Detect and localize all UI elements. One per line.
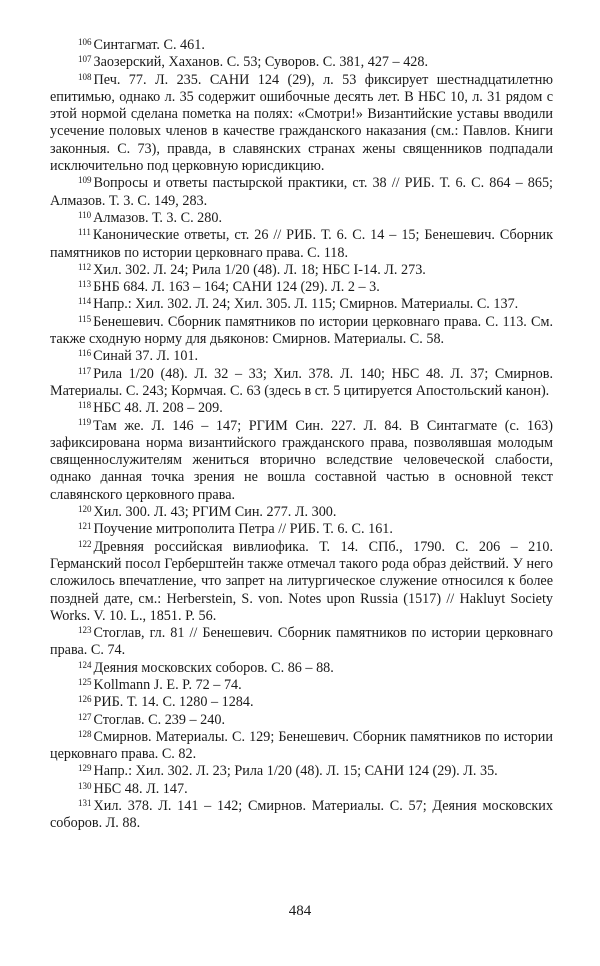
endnote-number: 126	[78, 694, 92, 705]
endnote-text: Хил. 300. Л. 43; РГИМ Син. 277. Л. 300.	[93, 504, 337, 521]
endnote-number: 119	[78, 417, 92, 428]
endnote-number: 116	[78, 348, 92, 359]
endnote-text: Бенешевич. Сборник памятников по истории церковнаго права. С. 113. См. также сходную норму для дьяконов: Смирнов. Материалы. С. 58.	[50, 313, 553, 348]
endnote	[50, 54, 553, 71]
endnote-text: Деяния московских соборов. С. 86 – 88.	[93, 659, 334, 676]
endnote-text: Хил. 378. Л. 141 – 142; Смирнов. Материалы. С. 57; Деяния московских соборов. Л. 88.	[50, 798, 553, 832]
endnote	[50, 625, 553, 660]
endnote-number: 117	[78, 365, 92, 376]
endnote-text: Синай 37. Л. 101.	[93, 348, 199, 365]
endnote-text: НБС 48. Л. 208 – 209.	[93, 400, 223, 417]
endnote-text: НБС 48. Л. 147.	[93, 780, 188, 797]
endnote-text: Рила 1/20 (48). Л. 32 – 33; Хил. 378. Л. 140; НБС 48. Л. 37; Смирнов. Материалы. С. 243; Кормчая. С. 63 (здесь в ст. 5 цитируется Апостольский канон).	[50, 365, 553, 399]
endnote	[50, 348, 553, 365]
endnote	[50, 677, 553, 694]
endnote-number: 125	[78, 676, 92, 687]
endnote	[50, 712, 553, 729]
endnote	[50, 296, 553, 313]
endnote-number: 115	[78, 313, 92, 324]
endnote	[50, 227, 553, 262]
endnote-number: 118	[78, 400, 92, 411]
endnote	[50, 729, 553, 764]
endnote-number: 106	[78, 36, 92, 47]
endnote	[50, 418, 553, 504]
endnote-number: 122	[78, 538, 92, 549]
endnote-text: Стоглав, гл. 81 // Бенешевич. Сборник памятников по истории церковнаго права. С. 74.	[50, 625, 553, 659]
endnote-text: Хил. 302. Л. 24; Рила 1/20 (48). Л. 18; НБС I-14. Л. 273.	[93, 261, 426, 278]
endnote	[50, 521, 553, 538]
endnote	[50, 210, 553, 227]
endnote-number: 120	[78, 503, 92, 514]
endnote-text: Древняя российская вивлиофика. Т. 14. СПб., 1790. С. 206 – 210. Германский посол Герберштейн также отмечал такого рода образ действий. У него сложилось впечатление, что запрет на литургическое служение относился к более поздней дате, см.: Herberstein, S. von. Notes upon Russia (1517) // Hakluyt Society Works. V. 10. L., 1851. P. 56.	[50, 538, 553, 624]
endnotes-block	[50, 37, 553, 833]
endnote-text: Стоглав. С. 239 – 240.	[93, 711, 226, 728]
endnote-number: 112	[78, 261, 92, 272]
page-number: 484	[288, 903, 312, 919]
endnote-number: 128	[78, 728, 92, 739]
endnote-number: 129	[78, 763, 92, 774]
endnote-number: 113	[78, 279, 92, 290]
endnote	[50, 781, 553, 798]
endnote-number: 123	[78, 625, 92, 636]
endnote	[50, 37, 553, 54]
endnote-number: 110	[78, 209, 92, 220]
endnote-number: 111	[78, 227, 91, 238]
endnote-text: Синтагмат. С. 461.	[93, 37, 205, 53]
endnote-text: Печ. 77. Л. 235. САНИ 124 (29), л. 53 фиксирует шестнадцатилетню епитимью, однако л. 35 содержит ошибочные десять лет. В НБС 10, л. 31 рядом с этой нормой сделана пометка на полях: «Смотри!» Византийские уставы вводили усечение половых членов в качестве гражданского наказания (см.: Павлов. Книги законныя. С. 73), правда, в славянских странах жены священников подпадали исключительно под церковную юрисдикцию.	[50, 71, 553, 175]
endnote	[50, 660, 553, 677]
endnote	[50, 400, 553, 417]
endnote	[50, 539, 553, 625]
endnote-text: Канонические ответы, ст. 26 // РИБ. Т. 6. С. 14 – 15; Бенешевич. Сборник памятников по истории церковнаго права. С. 118.	[50, 227, 553, 261]
endnote-text: Напр.: Хил. 302. Л. 23; Рила 1/20 (48). Л. 15; САНИ 124 (29). Л. 35.	[93, 763, 498, 780]
endnote-text: Kollmann J. E. P. 72 – 74.	[93, 676, 242, 693]
endnote	[50, 798, 553, 833]
endnote-number: 131	[78, 798, 92, 809]
endnote	[50, 262, 553, 279]
endnote	[50, 763, 553, 780]
endnote-text: РИБ. Т. 14. С. 1280 – 1284.	[93, 694, 254, 711]
endnote-text: БНБ 684. Л. 163 – 164; САНИ 124 (29). Л. 2 – 3.	[93, 279, 380, 296]
endnote	[50, 314, 553, 349]
endnote-text: Алмазов. Т. 3. С. 280.	[93, 209, 222, 226]
endnote-number: 109	[78, 175, 92, 186]
endnote-text: Вопросы и ответы пастырской практики, ст. 38 // РИБ. Т. 6. С. 864 – 865; Алмазов. Т. 3. С. 149, 283.	[50, 175, 553, 209]
endnote-text: Напр.: Хил. 302. Л. 24; Хил. 305. Л. 115; Смирнов. Материалы. С. 137.	[93, 296, 519, 313]
endnote	[50, 72, 553, 176]
endnote-text: Там же. Л. 146 – 147; РГИМ Син. 227. Л. 84. В Синтагмате (с. 163) зафиксирована норма византийского гражданского права, позволявшая молодым священнослужителям жениться вторично вследствие человеческой слабости, однако данная точка зрения не вошла составной частью в основной текст славянского церковного права.	[50, 417, 553, 503]
endnote-text: Заозерский, Хаханов. С. 53; Суворов. С. 381, 427 – 428.	[93, 54, 429, 71]
endnote-text: Поучение митрополита Петра // РИБ. Т. 6. С. 161.	[93, 521, 393, 538]
endnote	[50, 175, 553, 210]
endnote	[50, 366, 553, 401]
endnote-number: 130	[78, 780, 92, 791]
endnote-number: 127	[78, 711, 92, 722]
endnote-number: 108	[78, 71, 92, 82]
endnote-text: Смирнов. Материалы. С. 129; Бенешевич. Сборник памятников по истории церковнаго права. С. 82.	[50, 728, 553, 763]
endnote	[50, 504, 553, 521]
endnote-number: 124	[78, 659, 92, 670]
endnote	[50, 279, 553, 296]
endnote	[50, 694, 553, 711]
endnote-number: 107	[78, 54, 92, 65]
endnote-number: 121	[78, 521, 92, 532]
endnote-number: 114	[78, 296, 92, 307]
